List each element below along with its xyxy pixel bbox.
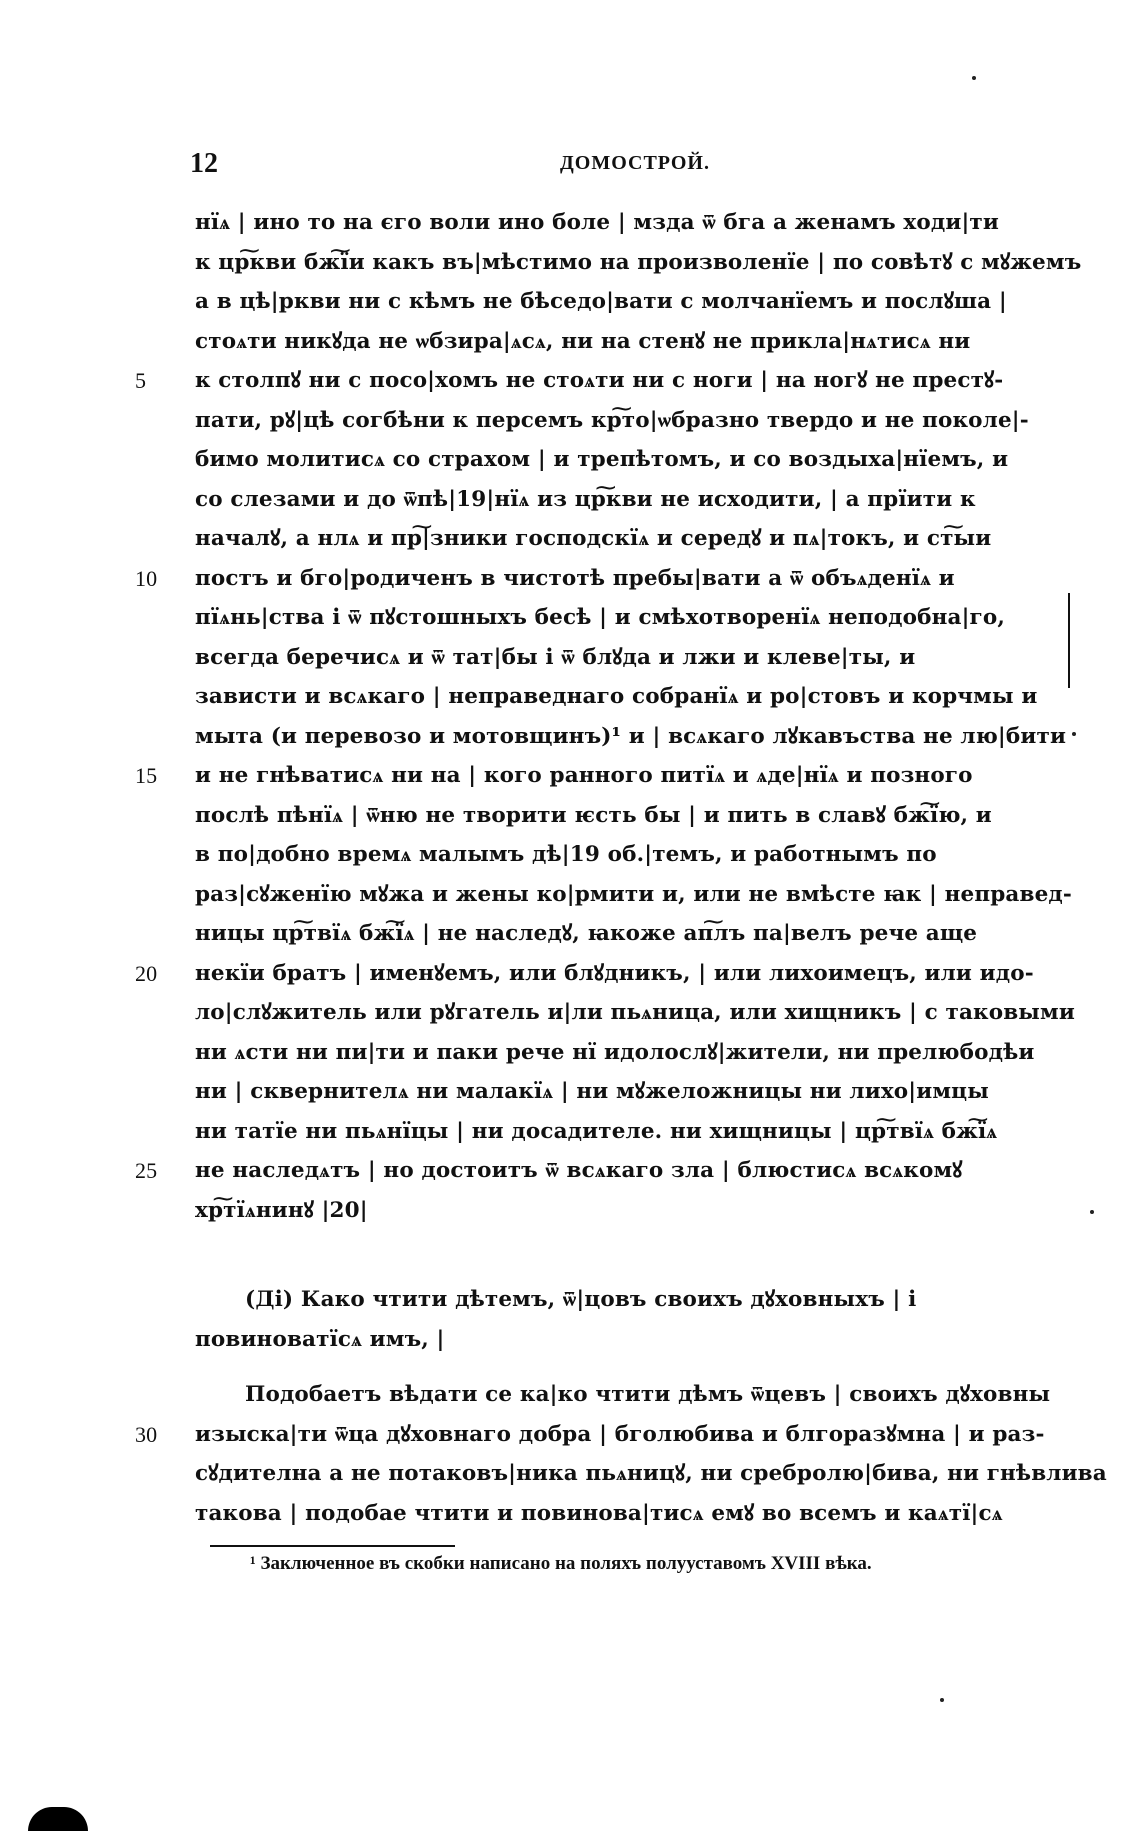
line-text: началꙋ, а нлѧ и пр͠|зники господскїѧ и середꙋ и пѧ|токъ, и ст͠ыи	[195, 526, 992, 551]
line-text: нїѧ | ино то на єго воли ино боле | мзда ѿ бга а женамъ ходи|ти	[195, 210, 999, 235]
margin-dot	[940, 1698, 944, 1702]
text-line	[195, 875, 1072, 915]
text-line	[195, 401, 1060, 441]
line-text: не наследѧтъ | но достоитъ ѿ всѧкаго зла | блюстисѧ всѧкомꙋ	[195, 1158, 963, 1183]
line-text: всегда беречисѧ и ѿ тат|бы і ѿ блꙋда и лжи и клеве|ты, и	[195, 644, 916, 670]
line-text: послѣ пѣнїѧ | ѿню не творити ѥсть бы | и пить в славꙋ бж͠їю, и	[195, 802, 992, 828]
text-line	[195, 440, 1060, 480]
line-text: мыта (и перевозо и мотовщинъ)¹ и | всѧкаго лꙋкавъства не лю|бити	[195, 723, 1067, 749]
line-number: 5	[135, 368, 147, 393]
text-line	[195, 1375, 1060, 1415]
text-line	[195, 914, 1060, 954]
line-text: в по|добно времѧ малымъ дѣ|19 об.|темъ, и работнымъ по	[195, 842, 937, 867]
line-number: 20	[135, 960, 158, 986]
line-text: ни татїе ни пьѧнїцы | ни досадителе. ни хищницы | цр͠твїѧ бж͠їѧ	[195, 1118, 998, 1144]
margin-dot	[1090, 1210, 1094, 1214]
line-text: бимо молитисѧ со страхом | и трепѣтомъ, и со воздыха|нїемъ, и	[195, 447, 1009, 472]
line-text: стоѧти никꙋда не ѡбзира|ѧсѧ, ни на стенꙋ не прикла|нѧтисѧ ни	[195, 328, 971, 354]
line-text: к цр͠кви бж͠їи какъ въ|мѣстимо на произволенїе | по совѣтꙋ с мꙋжемъ	[195, 249, 1082, 275]
text-line	[195, 480, 1060, 520]
margin-dot	[972, 76, 976, 80]
footnote-divider	[210, 1545, 455, 1547]
line-text: раз|сꙋженїю мꙋжа и жены ко|рмити и, или не вмѣсте ꙗк | неправед-	[195, 881, 1072, 907]
text-line	[135, 1151, 1060, 1191]
line-text: к столпꙋ ни с посо|хомъ не стоѧти ни с ноги | на ногꙋ не престꙋ-	[195, 368, 1004, 393]
line-text: пати, рꙋ|цѣ согбѣни к персемъ кр͠то|ѡбразно твердо и не поколе|-	[195, 407, 1029, 433]
text-line	[195, 1112, 1060, 1152]
text-line	[195, 638, 1060, 678]
line-number: 10	[135, 565, 158, 591]
line-text: и не гнѣватисѧ ни на | кого ранного питїѧ и ѧде|нїѧ и позного	[195, 763, 973, 788]
line-text: изыска|ти ѿца дꙋховнаго добра | бголюбива и блгоразꙋмна | и раз-	[195, 1421, 1045, 1447]
text-line	[135, 559, 1060, 599]
line-number: 30	[135, 1421, 158, 1447]
line-text: а в цѣ|ркви ни с кѣмъ не бѣседо|вати с молчанїемъ и послꙋша |	[195, 289, 1007, 314]
second-paragraph	[135, 1375, 1107, 1533]
text-line	[195, 677, 1060, 717]
chapter-heading	[195, 1280, 1060, 1359]
line-text: Подобаетъ вѣдати се ка|ко чтити дѣмъ ѿцевъ | своихъ дꙋховны	[245, 1382, 1051, 1407]
text-line	[135, 756, 1060, 796]
text-line	[195, 1033, 1060, 1073]
text-line	[195, 796, 1060, 836]
line-number: 15	[135, 763, 158, 788]
line-text: ницы цр͠твїѧ бж͠їѧ | не наследꙋ, ꙗкоже ап͠лъ па|велъ рече аще	[195, 921, 978, 946]
line-text: некїи братъ | именꙋемъ, или блꙋдникъ, | или лихоимецъ, или идо-	[195, 960, 1034, 986]
text-line	[195, 717, 1067, 757]
text-line	[135, 361, 1060, 401]
text-line	[135, 1415, 1060, 1455]
scan-thumb-shadow	[28, 1807, 88, 1831]
chapter-heading-line: повиноватїсѧ имъ, |	[195, 1326, 445, 1352]
text-line	[195, 519, 1060, 559]
margin-dot	[1072, 732, 1076, 736]
text-line	[195, 203, 1060, 243]
line-text: хр͠тїѧнинꙋ |20|	[195, 1197, 368, 1223]
line-text: ни ѧсти ни пи|ти и паки рече нї идолослꙋ|жители, ни прелюбодѣи	[195, 1039, 1035, 1065]
text-line	[195, 598, 1060, 638]
text-line	[135, 954, 1060, 994]
text-line	[195, 243, 1082, 283]
text-line	[195, 1454, 1107, 1494]
page-number: 12	[190, 148, 218, 179]
text-line	[195, 1191, 1060, 1231]
text-line	[195, 1072, 1060, 1112]
text-line	[195, 322, 1060, 362]
line-text: такова | подобае чтити и повинова|тисѧ емꙋ во всемъ и каѧтї|сѧ	[195, 1500, 1003, 1526]
margin-marker-bar	[1068, 593, 1070, 688]
line-text: постъ и бго|родиченъ в чистотѣ пребы|вати а ѿ объѧденїѧ и	[195, 565, 955, 591]
chapter-heading-line: (Ді) Како чтити дѣтемъ, ѿ|цовъ своихъ дꙋховныхъ | і	[245, 1287, 917, 1312]
line-text: ло|слꙋжитель или рꙋгатель и|ли пьѧница, или хищникъ | с таковыми	[195, 1000, 1075, 1025]
footnote: ¹ Заключенное въ скобки написано на поляхъ полууставомъ XVIII вѣка.	[250, 1553, 872, 1574]
line-text: сꙋдителна а не потаковъ|ника пьѧницꙋ, ни сребролю|бива, ни гнѣвлива	[195, 1461, 1107, 1486]
line-text: ни | сквернителѧ ни малакїѧ | ни мꙋжеложницы ни лихо|имцы	[195, 1079, 989, 1104]
line-text: зависти и всѧкаго | неправеднаго собранїѧ и ро|стовъ и корчмы и	[195, 684, 1038, 709]
line-text: пїѧнь|ства і ѿ пꙋстошныхъ бесѣ | и смѣхотворенїѧ неподобна|го,	[195, 605, 1006, 630]
line-number: 25	[135, 1158, 158, 1183]
running-title: ДОМОСТРОЙ.	[560, 152, 710, 174]
text-line	[195, 282, 1060, 322]
line-text: со слезами и до ѿпѣ|19|нїѧ из цр͠кви не исходити, | а прїити к	[195, 486, 976, 512]
text-line	[195, 993, 1075, 1033]
text-line	[195, 835, 1060, 875]
text-line	[195, 1494, 1060, 1534]
main-text-block	[135, 203, 1082, 1230]
